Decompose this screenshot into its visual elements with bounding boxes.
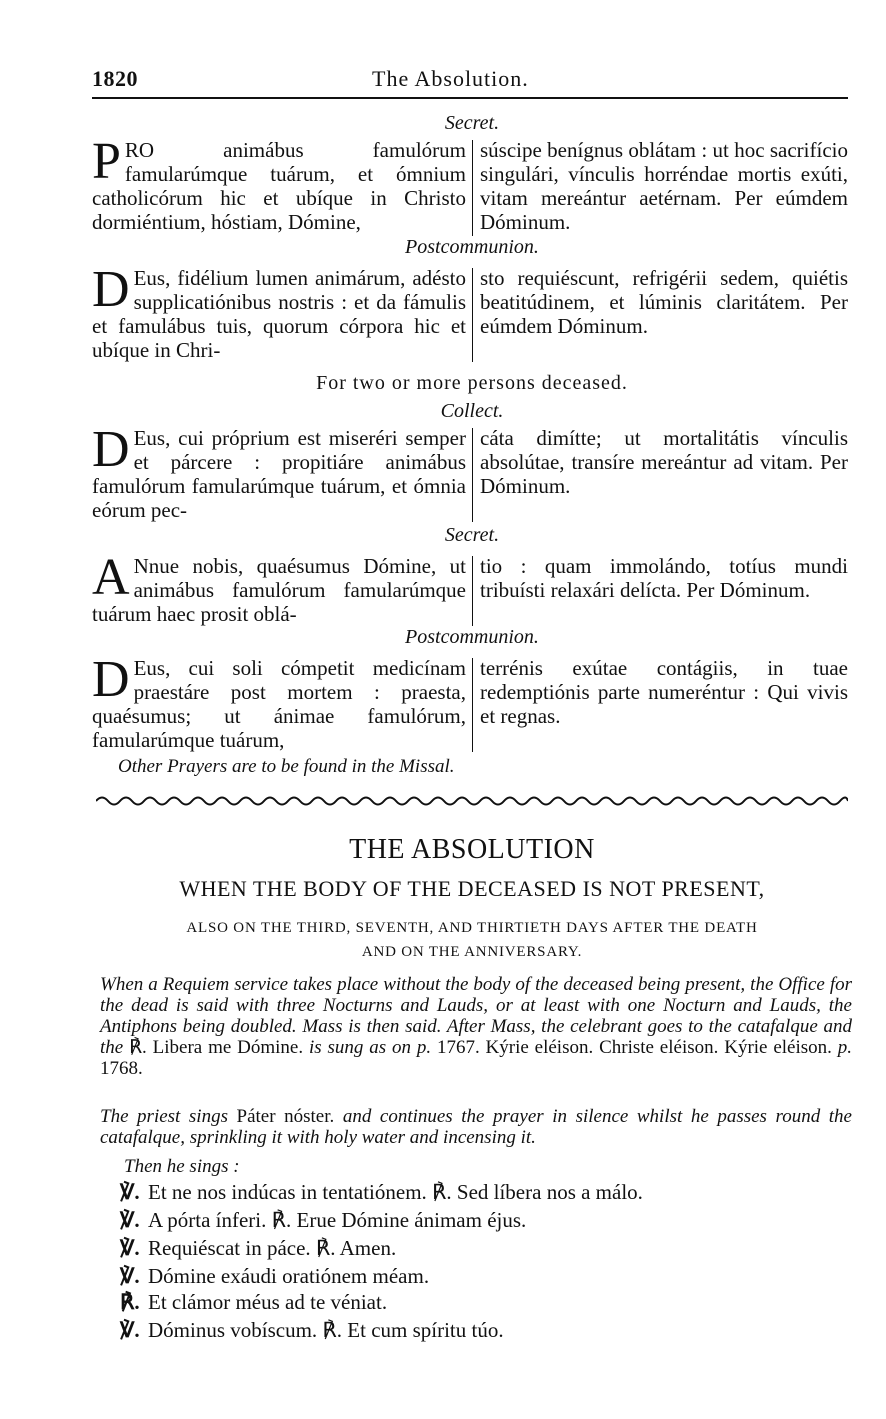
rubric-chant: 1767. Kýrie eléison. Christe eléison. Kýrie eléison. (431, 1037, 832, 1058)
versicle-line (120, 1264, 429, 1289)
collect-right-text: cáta dimítte; ut mortalitátis vínculis absolútae, transíre mereántur ad vitam. Per Dóminum. (480, 426, 848, 498)
secret-right-text: súscipe benígnus oblátam : ut hoc sacrifício singulári, vínculis horréndae mortis exúti, vitam mereántur aetérnam. Per eúmdem Dóminum. (480, 138, 848, 234)
versicle-symbol: ℣. (120, 1264, 140, 1288)
response-symbol: ℟. (129, 1037, 147, 1058)
response-symbol: ℟. (120, 1290, 140, 1314)
rubric-paragraph-2 (100, 1106, 852, 1148)
drop-cap: D (92, 261, 130, 318)
column-divider (472, 658, 473, 752)
header-rule (92, 97, 848, 99)
rubric-text: p. (831, 1037, 853, 1058)
postcommunion-left-text: Eus, fidélium lumen animárum, adésto supplicatiónibus nostris : et da fámulis et famulábus tuis, quorum córpora hic et ubíque in Chri- (92, 266, 466, 362)
rubric-paragraph-3 (124, 1156, 240, 1177)
column-divider (472, 268, 473, 362)
secret-heading: Secret. (444, 112, 500, 134)
rubric-text: When a Requiem service takes place without the body of the deceased being present, the Office for the dead is said with three Nocturns and Lauds, or at least with one Nocturn and Lauds, the Antiphons being doubled. Mass is then said. After Mass, the celebrant goes to the catafalque and the (100, 974, 852, 1058)
absolution-subtitle-2-line-1: ALSO ON THE THIRD, SEVENTH, AND THIRTIETH DAYS AFTER THE DEATH (186, 920, 758, 936)
rubric-text: and continues the prayer in silence whilst he passes round the catafalque, sprinkling it with holy water and incensing it. (100, 1106, 852, 1148)
secret-left-text-2: Nnue nobis, quaésumus Dómine, ut animábus famulórum famularúmque tuárum haec prosit oblá- (92, 554, 466, 626)
postcommunion-right-text: sto requiéscunt, refrigérii sedem, quiétis beatitúdinem, et lúminis claritátem. Per eúmdem Dóminum. (480, 266, 848, 338)
rubric-page-ref: 1768. (100, 1058, 143, 1079)
versicle-symbol: ℣. (120, 1236, 140, 1260)
postcommunion-heading-2: Postcommunion. (405, 626, 539, 648)
absolution-title: THE ABSOLUTION (349, 834, 595, 865)
column-divider (472, 428, 473, 522)
rubric-chant: Libera me Dómine. (146, 1037, 304, 1058)
versicle-text: Dóminus vobíscum. ℟. Et cum spíritu túo. (148, 1318, 504, 1342)
versicle-symbol: ℣. (120, 1208, 140, 1232)
drop-cap: P (92, 133, 121, 190)
rubric-text: is sung as on p. (303, 1037, 432, 1058)
column-divider (472, 556, 473, 626)
postcommunion-heading: Postcommunion. (405, 236, 539, 258)
versicle-text: Dómine exáudi oratiónem méam. (148, 1264, 430, 1288)
versicle-line (120, 1180, 643, 1205)
postcommunion-left-text-2: Eus, cui soli cómpetit medicínam praestáre post mortem : praesta, quaésumus; ut ánimae famulórum, famularúmque tuárum, (92, 656, 466, 752)
column-divider (472, 140, 473, 236)
postcommunion-left-column-2 (92, 651, 466, 752)
rubric-chant: Páter nóster. (227, 1106, 335, 1127)
page-number: 1820 (92, 66, 138, 91)
collect-heading: Collect. (440, 400, 504, 422)
secret-right-text-2: tio : quam immolándo, totíus mundi tribuísti relaxári delícta. Per Dóminum. (480, 554, 848, 602)
section-heading: For two or more persons deceased. (316, 372, 628, 394)
versicle-line (120, 1318, 504, 1343)
rubric-paragraph-1 (100, 974, 852, 1079)
postcommunion-right-text-2: terrénis exútae contágiis, in tuae redemptiónis parte numeréntur : Qui vivis et regnas. (480, 656, 848, 728)
versicle-symbol: ℣. (120, 1180, 140, 1204)
response-line (120, 1290, 387, 1315)
postcommunion-left-column (92, 261, 466, 362)
drop-cap: D (92, 651, 130, 708)
absolution-subtitle: WHEN THE BODY OF THE DECEASED IS NOT PRESENT, (179, 876, 765, 901)
collect-left-column (92, 421, 466, 522)
response-text: Et clámor méus ad te véniat. (148, 1290, 388, 1314)
versicle-symbol: ℣. (120, 1318, 140, 1342)
versicle-text: A pórta ínferi. ℟. Erue Dómine ánimam éjus. (148, 1208, 527, 1232)
ornamental-divider (96, 794, 848, 808)
drop-cap: D (92, 421, 130, 478)
secret-heading-2: Secret. (444, 524, 500, 546)
secret-left-text: RO animábus famulórum famularúmque tuárum, et ómnium catholicórum hic et ubíque in Christo dormiéntium, hóstiam, Dómine, (92, 138, 466, 234)
versicle-text: Requiéscat in páce. ℟. Amen. (148, 1236, 397, 1260)
rubric-text: Then he sings : (124, 1156, 240, 1177)
secret-left-column-2 (92, 549, 466, 626)
rubric-text: The priest sings (100, 1106, 228, 1127)
secret-left-column (92, 133, 466, 234)
absolution-subtitle-2-line-2: AND ON THE ANNIVERSARY. (361, 944, 583, 960)
drop-cap: A (92, 549, 130, 606)
versicle-line (120, 1236, 396, 1261)
running-title: The Absolution. (372, 66, 529, 91)
other-prayers-note: Other Prayers are to be found in the Missal. (118, 756, 455, 777)
collect-left-text: Eus, cui próprium est miseréri semper et párcere : propitiáre animábus famulórum famularúmque tuárum, et ómnia eórum pec- (92, 426, 466, 522)
versicle-line (120, 1208, 526, 1233)
page-header (92, 66, 848, 94)
versicle-text: Et ne nos indúcas in tentatiónem. ℟. Sed líbera nos a málo. (148, 1180, 643, 1204)
